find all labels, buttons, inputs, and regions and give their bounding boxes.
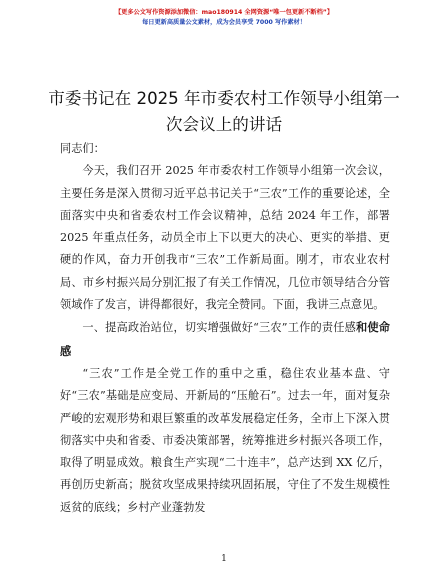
page-number: 1 bbox=[221, 554, 227, 564]
section-heading-1 bbox=[60, 316, 390, 363]
promo-banner bbox=[0, 8, 448, 28]
document-body bbox=[60, 138, 390, 519]
promo-banner-line-2: 每日更新高质量公文素材，成为会员享受 7000 写作素材！ bbox=[142, 19, 306, 26]
paragraph-section-1: “三农”工作是全党工作的重中之重，稳住农业基本盘、守好“三农”基础是应变局、开新局的“压舱石”。过去一年，面对复杂严峻的宏观形势和艰巨繁重的改革发展稳定任务，全市上下深入贯彻落实中央和省委、市委决策部署，统筹推进乡村振兴各项工作，取得了明显成效。粮食生产实现“二十连丰”，总产达到 XX 亿斤，再创历史新高；脱贫攻坚成果持续巩固拓展，守住了不发生规模性返贫的底线；乡村产业蓬勃发 bbox=[60, 366, 390, 514]
document-title: 市委书记在 2025 年市委农村工作领导小组第一次会议上的讲话 bbox=[48, 89, 400, 134]
paragraph-intro: 今天，我们召开 2025 年市委农村工作领导小组第一次会议，主要任务是深入贯彻习近平总书记关于“三农”工作的重要论述，全面落实中央和省委农村工作会议精神，总结 2024 年工作，部署 2025 年重点任务，动员全市上下以更大的决心、更实的举措、更硬的作风，奋力开创我市“三农”工作新局面。刚才，市农业农村局、市乡村振兴局分别汇报了有关工作情况，几位市领导结合分管领域作了发言，讲得都很好，我完全赞同。下面，我讲三点意见。 bbox=[60, 164, 390, 312]
greeting: 同志们： bbox=[60, 142, 105, 155]
promo-banner-line-1: 【更多公文写作资源添加微信：mao180914 全网资源“唯一包更新不断档”】 bbox=[114, 9, 334, 16]
section-heading-1-part1: 一、提高政治站位，切实增强做好“三农”工作的责任感 bbox=[82, 321, 357, 335]
section-heading-1-part2: 和使命感 bbox=[60, 320, 390, 358]
